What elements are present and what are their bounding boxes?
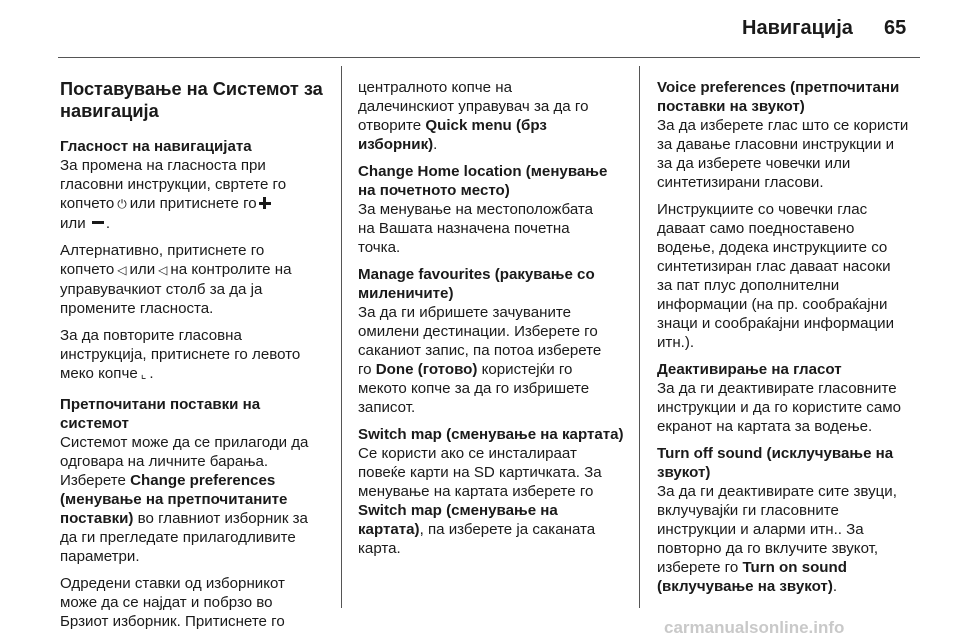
text-line: за да изберете човечки или [657, 155, 851, 172]
text-line: за давање гласовни инструкции и [657, 136, 895, 153]
text-line: инструкција, притиснете го левото [60, 346, 301, 363]
text-line: мекото копче за да го избришете [358, 380, 590, 397]
text-line: параметри. [60, 548, 140, 565]
soft-key-icon: ⌞ [140, 367, 147, 381]
text-line: промените гласноста. [60, 300, 214, 317]
column-right [657, 78, 925, 596]
column-left [60, 78, 325, 631]
text-line: знаци и сообраќајни информации [657, 315, 895, 332]
text-line: за пат плус дополнителни [657, 277, 840, 294]
text-line: записот. [358, 399, 416, 416]
subheading: поставки на звукот) [657, 98, 805, 115]
text-line: одговара на личните барања. [60, 453, 269, 470]
text-line: водење, додека инструкциите со [657, 239, 888, 256]
text-line: далечинскиот управувач за да го [358, 98, 589, 115]
text-line: инструкции и аларми итн.. За [657, 521, 864, 538]
text-line: го Done (готово) користејќи го [358, 361, 573, 378]
text-line: изборник). [358, 136, 438, 153]
text-line: Се користи ако се инсталираат [358, 445, 577, 462]
text-line: екранот на картата за водење. [657, 418, 873, 435]
text-line: Изберете Change preferences [60, 472, 276, 489]
text-line: копчето ◁ или ◁ на контролите на [60, 261, 292, 278]
text-line: картата), па изберете ја саканата [358, 521, 596, 538]
subheading: Turn off sound (исклучување на [657, 445, 894, 462]
page-number: 65 [884, 17, 907, 39]
text-line: управувачкиот столб за да ја [60, 281, 263, 298]
column-divider [341, 66, 342, 608]
column-middle [358, 78, 626, 558]
subheading: Гласност на навигацијата [60, 138, 252, 155]
text-line: За да ги деактивирате сите звуци, [657, 483, 897, 500]
text-line: може да се најдат и побрзо во [60, 594, 273, 611]
text-line: За да изберете глас што се користи [657, 117, 909, 134]
text-line: менување на картата изберете го [358, 483, 594, 500]
text-line: вклучувајќи ги гласовните [657, 502, 839, 519]
volume-up-icon: ◁ [117, 263, 127, 277]
header-rule [58, 57, 920, 58]
text-line: саканиот запис, па потоа изберете [358, 342, 602, 359]
text-line: да ги прегледате прилагодливите [60, 529, 296, 546]
column-divider [639, 66, 640, 608]
text-line: За менување на местоположбата [358, 201, 594, 218]
volume-down-icon: ◁ [158, 263, 168, 277]
text-line: итн.). [657, 334, 695, 351]
text-line: меко копче ⌞ . [60, 365, 154, 382]
text-line: Системот може да се прилагоди да [60, 434, 309, 451]
text-line: За промена на гласноста при [60, 157, 266, 174]
subheading: Деактивирање на гласот [657, 361, 842, 378]
text-line: изберете го Turn on sound [657, 559, 847, 576]
text-line: поставки) во главниот изборник за [60, 510, 308, 527]
text-line: Инструкциите со човечки глас [657, 201, 868, 218]
section-title: навигација [60, 101, 159, 121]
text-line: точка. [358, 239, 401, 256]
subheading: Voice preferences (претпочитани [657, 79, 900, 96]
subheading: миленичите) [358, 285, 454, 302]
subheading: Switch map (сменување на картата) [358, 426, 624, 443]
text-line: синтетизиран глас даваат насоки [657, 258, 891, 275]
text-line: Алтернативно, притиснете го [60, 242, 265, 259]
subheading: на почетното место) [358, 182, 510, 199]
text-line: (менување на претпочитаните [60, 491, 288, 508]
section-title: Поставување на Системот за [60, 79, 323, 99]
minus-icon [92, 221, 104, 224]
text-line: Брзиот изборник. Притиснете го [60, 613, 285, 630]
text-line: информации (на пр. сообраќајни [657, 296, 888, 313]
text-line: За да повторите гласовна [60, 327, 242, 344]
subheading: системот [60, 415, 129, 432]
subheading: звукот) [657, 464, 711, 481]
header-title: Навигација [742, 17, 853, 39]
text-line: копчето ⏻ или притиснете го [60, 194, 325, 214]
text-line: (вклучување на звукот). [657, 578, 838, 595]
plus-icon [259, 197, 271, 209]
text-line: повеќе карти на SD картичката. За [358, 464, 602, 481]
text-line: отворите Quick menu (брз [358, 117, 547, 134]
text-line: или . [60, 215, 111, 232]
text-line: Одредени ставки од изборникот [60, 575, 285, 592]
subheading: Претпочитани поставки на [60, 396, 261, 413]
text-line: карта. [358, 540, 401, 557]
text-line: омилени дестинации. Изберете го [358, 323, 598, 340]
text-line: на Вашата назначена почетна [358, 220, 570, 237]
text-line: За да ги ибришете зачуваните [358, 304, 572, 321]
text-line: За да ги деактивирате гласовните [657, 380, 897, 397]
text-line: синтетизирани гласови. [657, 174, 824, 191]
subheading: Change Home location (менување [358, 163, 608, 180]
text-line: инструкции и да го користите само [657, 399, 902, 416]
text-line: повторно да го вклучите звукот, [657, 540, 879, 557]
subheading: Manage favourites (ракување со [358, 266, 595, 283]
text-line: даваат само поедноставено [657, 220, 855, 237]
knob-icon: ⏻ [117, 197, 127, 211]
watermark: carmanualsonline.info [664, 618, 845, 637]
text-line: централното копче на [358, 79, 512, 96]
text-line: Switch map (сменување на [358, 502, 558, 519]
text-line: гласовни инструкции, свртете го [60, 176, 287, 193]
